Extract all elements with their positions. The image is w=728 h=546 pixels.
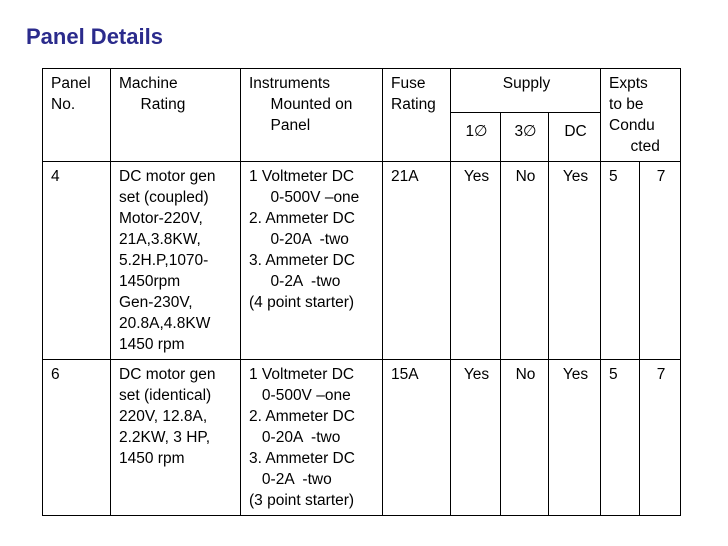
header-expts: Expts to be Condu cted xyxy=(601,69,681,162)
cell-panel-no: 4 xyxy=(43,162,111,360)
header-supply: Supply xyxy=(451,69,601,113)
header-fuse-rating: Fuse Rating xyxy=(383,69,451,162)
header-supply-dc: DC xyxy=(549,112,601,161)
page-title: Panel Details xyxy=(26,24,163,49)
cell-machine-rating: DC motor gen set (identical) 220V, 12.8A, 2.2KW, 3 HP, 1450 rpm xyxy=(111,360,241,516)
cell-supply-dc: Yes xyxy=(549,162,601,360)
cell-supply-3ph: No xyxy=(501,162,549,360)
cell-expts-a: 5 xyxy=(601,360,640,516)
header-machine-rating: Machine Rating xyxy=(111,69,241,162)
cell-instruments: 1 Voltmeter DC 0-500V –one 2. Ammeter DC 0-20A -two 3. Ammeter DC 0-2A -two (3 point starter) xyxy=(241,360,383,516)
cell-supply-1ph: Yes xyxy=(451,162,501,360)
cell-panel-no: 6 xyxy=(43,360,111,516)
cell-expts-a: 5 xyxy=(601,162,640,360)
cell-expts-b: 7 xyxy=(640,162,681,360)
table-row xyxy=(43,162,681,360)
cell-fuse-rating: 15A xyxy=(383,360,451,516)
header-supply-3ph: 3∅ xyxy=(501,112,549,161)
header-instruments: Instruments Mounted on Panel xyxy=(241,69,383,162)
cell-supply-dc: Yes xyxy=(549,360,601,516)
cell-supply-1ph: Yes xyxy=(451,360,501,516)
cell-machine-rating: DC motor gen set (coupled) Motor-220V, 21A,3.8KW, 5.2H.P,1070- 1450rpm Gen-230V, 20.8A,4.8KW 1450 rpm xyxy=(111,162,241,360)
panel-details-table xyxy=(42,68,681,516)
cell-expts-b: 7 xyxy=(640,360,681,516)
header-supply-1ph: 1∅ xyxy=(451,112,501,161)
header-row xyxy=(43,69,681,113)
cell-supply-3ph: No xyxy=(501,360,549,516)
header-panel-no: Panel No. xyxy=(43,69,111,162)
cell-fuse-rating: 21A xyxy=(383,162,451,360)
cell-instruments: 1 Voltmeter DC 0-500V –one 2. Ammeter DC 0-20A -two 3. Ammeter DC 0-2A -two (4 point starter) xyxy=(241,162,383,360)
table-row xyxy=(43,360,681,516)
